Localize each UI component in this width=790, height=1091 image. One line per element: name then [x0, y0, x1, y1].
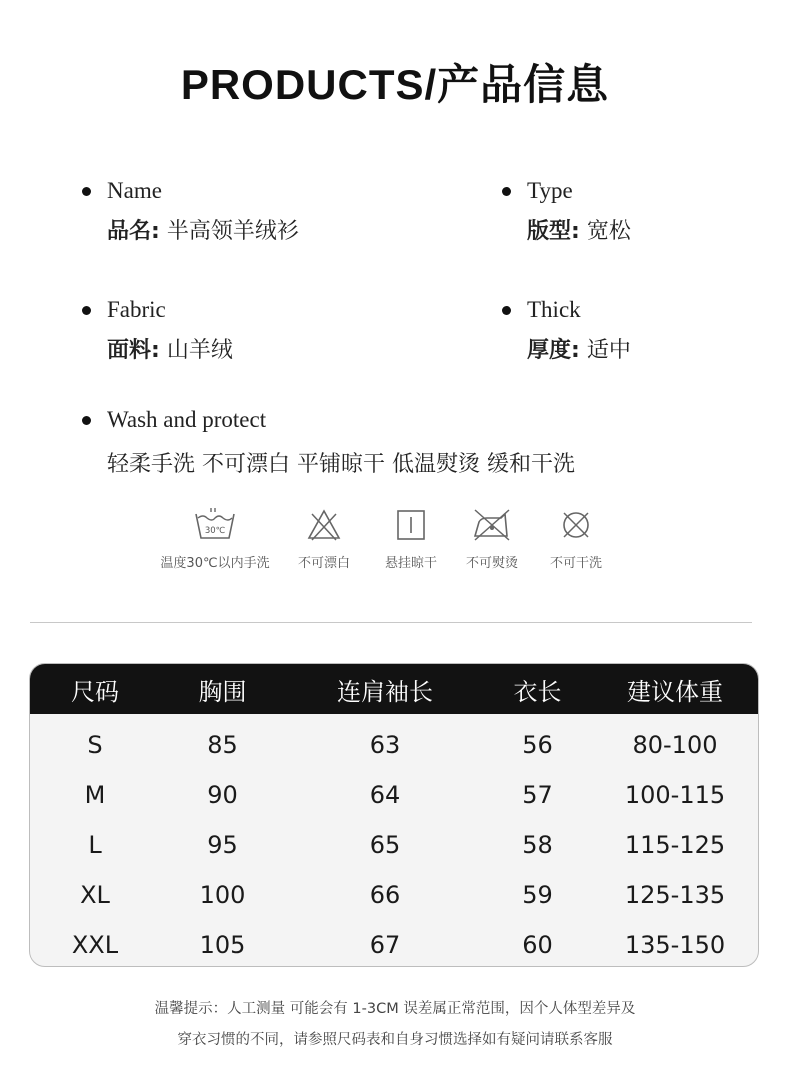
- info-fabric-en: Fabric: [107, 297, 166, 322]
- info-fabric-key: 面料:: [107, 338, 160, 363]
- care-item-hand-wash: [150, 508, 280, 571]
- care-label: 温度30℃以内手洗: [160, 556, 270, 571]
- care-label: 不可干洗: [549, 556, 602, 571]
- hand-wash-30c-icon: [193, 508, 237, 542]
- cell-chest: 90: [207, 781, 238, 809]
- no-dry-clean-icon: [559, 508, 593, 542]
- cell-chest: 100: [199, 881, 246, 909]
- cell-chest: 105: [199, 931, 246, 959]
- bullet-icon: [82, 416, 91, 425]
- info-wash: [82, 407, 575, 478]
- size-table: [29, 663, 759, 967]
- info-name-value: 半高领羊绒衫: [166, 219, 299, 244]
- no-iron-icon: [471, 508, 513, 542]
- care-item-hang-dry: [372, 508, 450, 571]
- bullet-icon: [502, 187, 511, 196]
- cell-weight: 125-135: [624, 881, 726, 909]
- info-type: [502, 178, 631, 245]
- cell-size: XL: [80, 881, 110, 909]
- cell-size: XXL: [71, 931, 119, 959]
- cell-length: 56: [522, 731, 553, 759]
- size-table-header: [30, 664, 758, 714]
- care-label: 不可熨烫: [465, 556, 518, 571]
- cell-sleeve-length: 67: [369, 931, 401, 959]
- cell-sleeve-length: 63: [369, 731, 401, 759]
- no-bleach-icon: [306, 508, 342, 542]
- cell-weight: 100-115: [624, 781, 726, 809]
- cell-size: L: [88, 831, 102, 859]
- info-thick-value: 适中: [586, 338, 631, 363]
- header-chest: 胸围: [198, 677, 247, 706]
- cell-weight: 80-100: [632, 731, 718, 759]
- header-length: 衣长: [513, 677, 562, 706]
- bullet-icon: [502, 306, 511, 315]
- care-label: 不可漂白: [297, 556, 350, 571]
- care-item-no-iron: [454, 508, 530, 571]
- table-row: [30, 920, 758, 967]
- cell-length: 58: [522, 831, 553, 859]
- cell-size: S: [87, 731, 103, 759]
- bullet-icon: [82, 187, 91, 196]
- cell-chest: 85: [207, 731, 238, 759]
- size-table-body: [30, 714, 758, 967]
- info-type-key: 版型:: [527, 219, 580, 244]
- table-row: [30, 770, 758, 820]
- section-divider: [30, 622, 752, 623]
- cell-chest: 95: [207, 831, 238, 859]
- care-temp-text: 30℃: [204, 526, 226, 536]
- cell-length: 60: [522, 931, 553, 959]
- info-type-en: Type: [527, 178, 573, 203]
- cell-sleeve-length: 66: [369, 881, 401, 909]
- table-row: [30, 820, 758, 870]
- table-row: [30, 720, 758, 770]
- cell-size: M: [84, 781, 106, 809]
- care-item-no-bleach: [286, 508, 362, 571]
- cell-length: 59: [522, 881, 553, 909]
- info-fabric: [82, 297, 233, 364]
- cell-weight: 135-150: [624, 931, 726, 959]
- info-name: [82, 178, 299, 245]
- info-name-key: 品名:: [107, 219, 160, 244]
- info-type-value: 宽松: [586, 219, 631, 244]
- cell-sleeve-length: 65: [369, 831, 401, 859]
- info-name-en: Name: [107, 178, 162, 203]
- care-item-no-dry-clean: [538, 508, 614, 571]
- care-label: 悬挂晾干: [384, 556, 437, 571]
- cell-length: 57: [522, 781, 553, 809]
- page-title: PRODUCTS/产品信息: [180, 61, 610, 108]
- info-wash-value: 轻柔手洗 不可漂白 平铺晾干 低温熨烫 缓和干洗: [107, 452, 575, 477]
- info-thick-key: 厚度:: [527, 338, 580, 363]
- hang-dry-icon: [395, 508, 427, 542]
- size-note-line-2: 穿衣习惯的不同，请参照尺码表和自身习惯选择如有疑问请联系客服: [177, 1032, 613, 1048]
- size-note-line-1: 温馨提示：人工测量 可能会有 1-3CM 误差属正常范围，因个人体型差异及: [154, 1001, 636, 1017]
- header-sleeve-length: 连肩袖长: [337, 677, 433, 706]
- info-fabric-value: 山羊绒: [166, 338, 233, 363]
- cell-sleeve-length: 64: [369, 781, 401, 809]
- cell-weight: 115-125: [624, 831, 726, 859]
- header-weight: 建议体重: [627, 677, 723, 706]
- bullet-icon: [82, 306, 91, 315]
- info-thick: [502, 297, 631, 364]
- info-thick-en: Thick: [527, 297, 581, 322]
- table-row: [30, 870, 758, 920]
- header-size: 尺码: [71, 677, 119, 706]
- info-wash-en: Wash and protect: [107, 407, 267, 432]
